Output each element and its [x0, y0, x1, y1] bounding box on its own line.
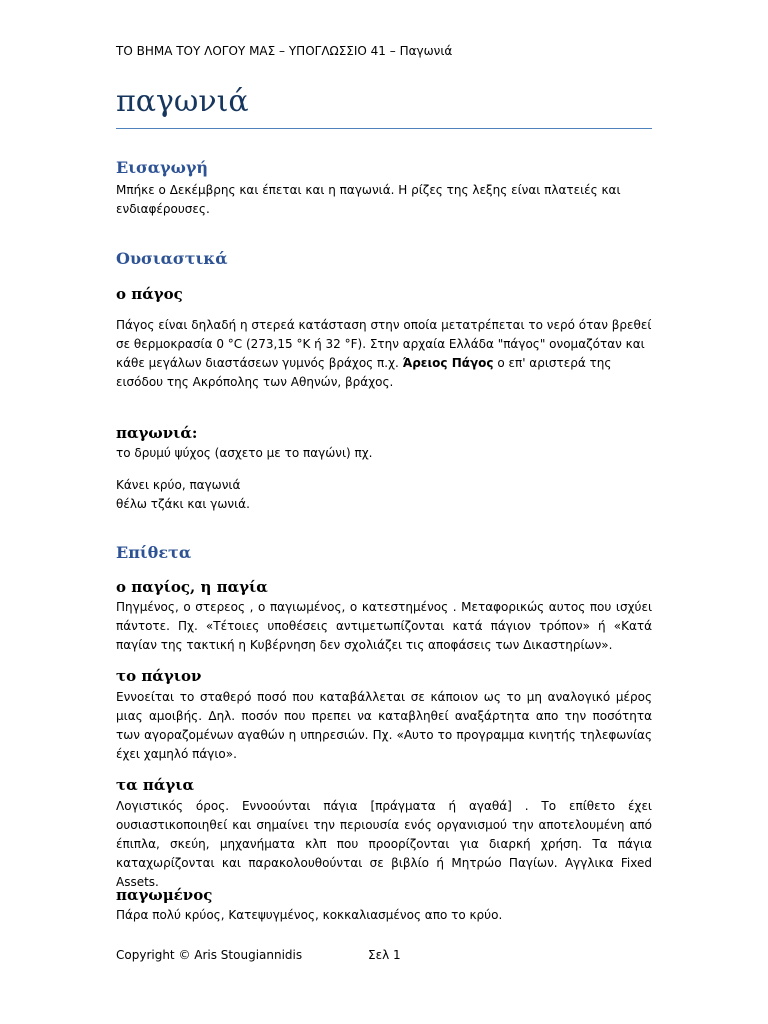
term-pagios: ο παγίος, η παγία — [116, 578, 268, 596]
pagos-text-bold: Άρειος Πάγος — [402, 356, 494, 370]
intro-paragraph: Μπήκε ο Δεκέμβρης και έπεται και η παγωνιά. Η ρίζες της λεξης είναι πλατειές και ενδιαφέρουσες. — [116, 183, 621, 216]
document-title: παγωνιά — [116, 84, 249, 119]
term-pagos: ο πάγος — [116, 285, 183, 303]
footer-page-number: Σελ 1 — [368, 948, 401, 962]
verse-line-2: θέλω τζάκι και γωνιά. — [116, 497, 250, 511]
section-heading-intro: Εισαγωγή — [116, 158, 209, 177]
pagos-text-before: Πάγος είναι δηλαδή η στερεά κατάσταση στην οποία μετατρέπεται το νερό όταν βρεθεί σε θερμοκρασία 0 °C (273,15 °K ή 32 °F). Στην αρχαία Ελλάδα "πάγος" ονομαζόταν και κάθε μεγάλων διαστάσεων γυμνός βράχος π.χ. — [116, 318, 652, 370]
pagos-paragraph — [116, 316, 652, 392]
term-pagia: τα πάγια — [116, 776, 195, 794]
pagonia-definition: το δρυμύ ψύχος (ασχετο με το παγώνι) πχ. — [116, 446, 373, 460]
pagia-paragraph: Λογιστικός όρος. Εννοούνται πάγια [πράγματα ή αγαθά] . Το επίθετο έχει ουσιαστικοποιηθεί και σημαίνει την περιουσία ενός οργανισμού την αποτελουμένη από έπιπλα, σκεύη, μηχανήματα κλπ που προορίζονται για διαρκή χρήση. Τα πάγια καταχωρίζονται και παρακολουθούνται σε βιβλίο ή Μητρώο Παγίων. Αγγλικα Fixed Assets. — [116, 799, 652, 889]
verse-line-1: Κάνει κρύο, παγωνιά — [116, 478, 241, 492]
term-pagion: το πάγιον — [116, 667, 202, 685]
footer-copyright: Copyright © Aris Stougiannidis — [116, 948, 303, 962]
title-underline — [116, 128, 652, 129]
pagos-text-after: ο επ' αριστερά της εισόδου της Ακρόπολης των Αθηνών, βράχος. — [116, 356, 612, 389]
section-heading-nouns: Ουσιαστικά — [116, 249, 228, 268]
pagios-paragraph: Πηγμένος, ο στερεος , ο παγιωμένος, ο κατεστημένος . Μεταφορικώς αυτος που ισχύει πάντοτε. Πχ. «Τέτοιες υποθέσεις αντιμετωπίζονται κατά πάγιον τρόπον» ή «Κατά παγίαν της τακτική η Κυβέρνηση δεν σχολιάζει τις αποφάσεις των Δικαστηρίων». — [116, 600, 652, 652]
running-header: ΤΟ ΒΗΜΑ ΤΟΥ ΛΟΓΟΥ ΜΑΣ – ΥΠΟΓΛΩΣΣΙΟ 41 – Παγωνιά — [116, 44, 453, 58]
term-pagonia: παγωνιά: — [116, 424, 198, 442]
pagomenos-paragraph: Πάρα πολύ κρύος, Κατεψυγμένος, κοκκαλιασμένος απο το κρύο. — [116, 908, 503, 922]
pagion-paragraph: Εννοείται το σταθερό ποσό που καταβάλλεται σε κάποιον ως το μη αναλογικό μέρος μιας αμοιβής. Δηλ. ποσόν που πρεπει να καταβληθεί αναξάρτητα απο την ποσότητα των αγοραζομένων αγαθών η υπηρεσιών. Πχ. «Αυτο το προγραμμα κινητής τηλεφωνίας έχει χαμηλό πάγιο». — [116, 690, 652, 761]
section-heading-adjectives: Επίθετα — [116, 543, 192, 562]
term-pagomenos: παγωμένος — [116, 886, 213, 904]
